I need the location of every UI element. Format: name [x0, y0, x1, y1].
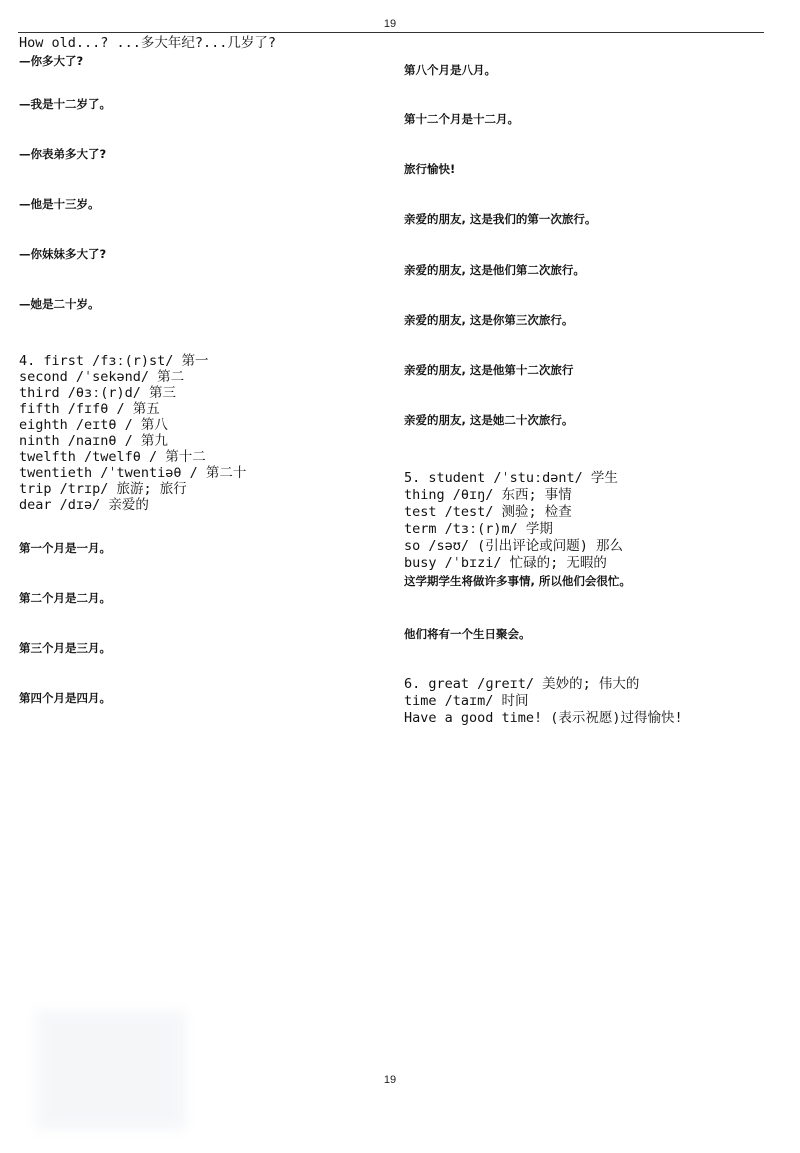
vocab-line: 4. first /fɜː(r)st/ 第一 — [19, 353, 209, 369]
practice-sentence: 亲爱的朋友, 这是他们第二次旅行。 — [404, 263, 585, 277]
vocab-line: Have a good time! (表示祝愿)过得愉快! — [404, 710, 683, 726]
vocab-line: term /tɜː(r)m/ 学期 — [404, 521, 553, 537]
scan-artifact — [36, 1010, 186, 1130]
dialog-line: —你多大了? — [19, 54, 84, 68]
vocab-line: second /ˈsekənd/ 第二 — [19, 369, 185, 385]
how-old-heading: How old...? ...多大年纪?...几岁了? — [19, 35, 277, 51]
header-rule — [18, 32, 764, 33]
practice-sentence: 第十二个月是十二月。 — [404, 112, 519, 126]
vocab-line: eighth /eɪtθ / 第八 — [19, 417, 168, 433]
vocab-line: ninth /naɪnθ / 第九 — [19, 433, 168, 449]
example-sentence: 这学期学生将做许多事情, 所以他们会很忙。 — [404, 574, 631, 588]
dialog-line: —你妹妹多大了? — [19, 247, 107, 261]
vocab-line: so /səʊ/ (引出评论或问题) 那么 — [404, 538, 624, 554]
vocab-line: thing /θɪŋ/ 东西; 事情 — [404, 487, 572, 503]
month-sentence: 第一个月是一月。 — [19, 541, 111, 555]
vocab-line: dear /dɪə/ 亲爱的 — [19, 497, 149, 513]
vocab-line: busy /ˈbɪzi/ 忙碌的; 无暇的 — [404, 555, 607, 571]
vocab-line: 6. great /ɡreɪt/ 美妙的; 伟大的 — [404, 676, 640, 692]
dialog-line: —她是二十岁。 — [19, 297, 100, 311]
practice-sentence: 旅行愉快! — [404, 162, 456, 176]
month-sentence: 第三个月是三月。 — [19, 641, 111, 655]
vocab-line: test /test/ 测验; 检查 — [404, 504, 572, 520]
practice-sentence: 亲爱的朋友, 这是我们的第一次旅行。 — [404, 212, 597, 226]
dialog-line: —你表弟多大了? — [19, 147, 107, 161]
dialog-line: —他是十三岁。 — [19, 197, 100, 211]
practice-sentence: 亲爱的朋友, 这是你第三次旅行。 — [404, 313, 574, 327]
vocab-line: third /θɜː(r)d/ 第三 — [19, 385, 177, 401]
dialog-line: —我是十二岁了。 — [19, 97, 111, 111]
month-sentence: 第二个月是二月。 — [19, 591, 111, 605]
practice-sentence: 第八个月是八月。 — [404, 63, 496, 77]
vocab-line: 5. student /ˈstuːdənt/ 学生 — [404, 470, 618, 486]
practice-sentence: 亲爱的朋友, 这是她二十次旅行。 — [404, 413, 574, 427]
practice-sentence: 亲爱的朋友, 这是他第十二次旅行 — [404, 363, 574, 377]
month-sentence: 第四个月是四月。 — [19, 691, 111, 705]
page-number-bottom: 19 — [383, 1074, 397, 1086]
vocab-line: trip /trɪp/ 旅游; 旅行 — [19, 481, 187, 497]
vocab-line: twentieth /ˈtwentiəθ / 第二十 — [19, 465, 247, 481]
example-sentence: 他们将有一个生日聚会。 — [404, 627, 531, 641]
vocab-line: time /taɪm/ 时间 — [404, 693, 529, 709]
vocab-line: fifth /fɪfθ / 第五 — [19, 401, 160, 417]
page-number-top: 19 — [383, 18, 397, 30]
vocab-line: twelfth /twelfθ / 第十二 — [19, 449, 206, 465]
